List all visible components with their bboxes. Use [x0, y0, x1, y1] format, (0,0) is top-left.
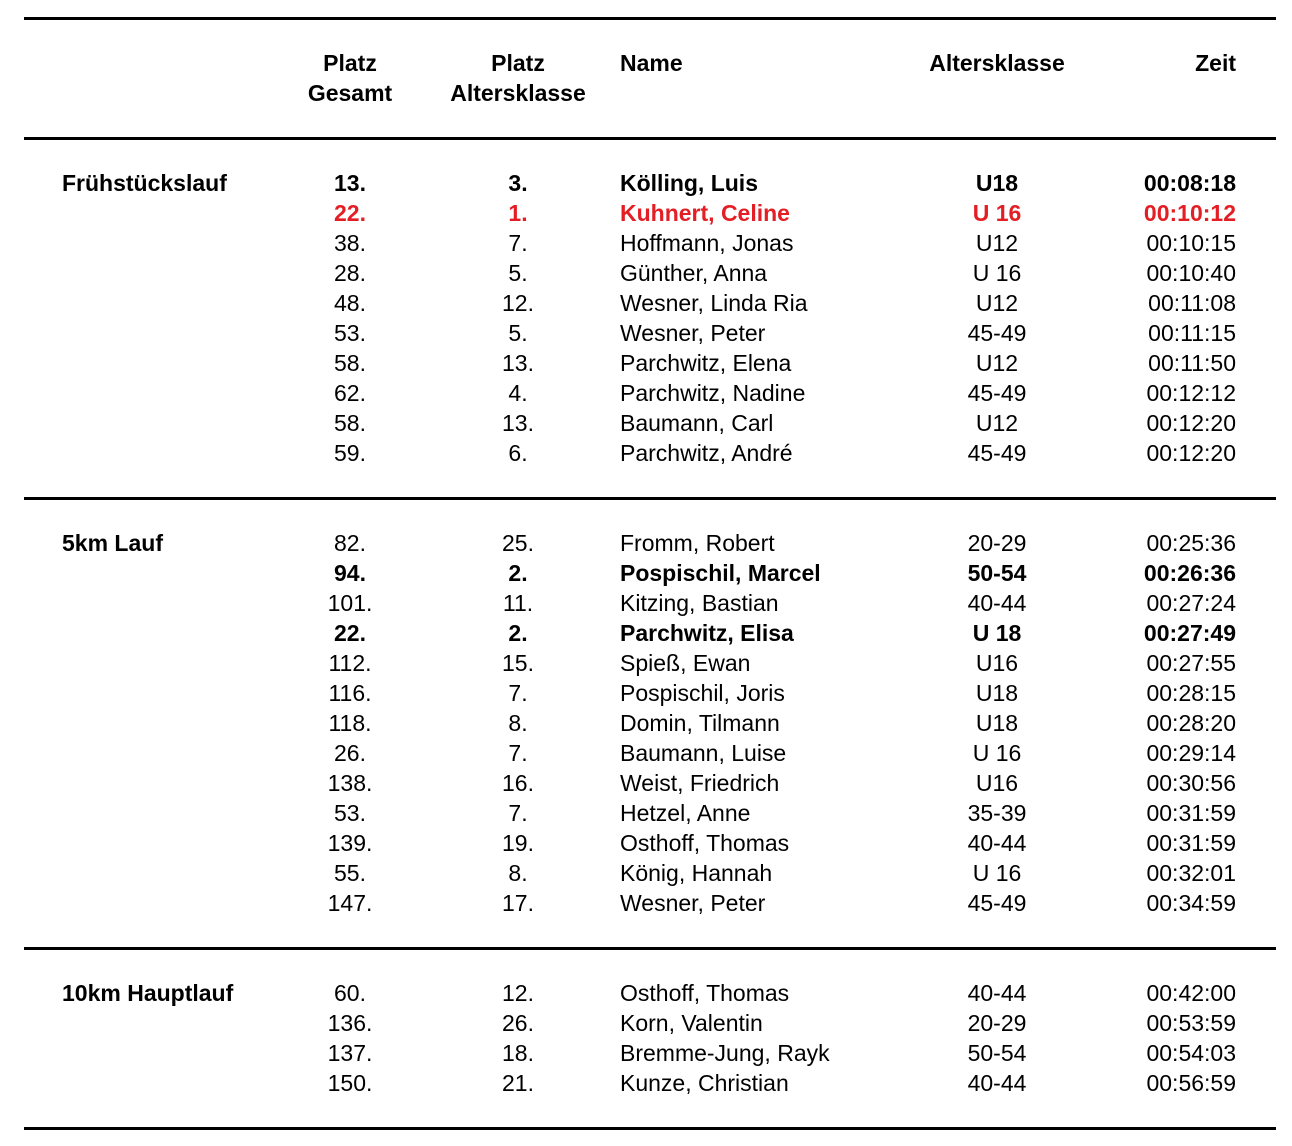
- cell-name: Fromm, Robert: [620, 530, 775, 556]
- cell-zeit: 00:11:15: [1148, 320, 1236, 346]
- result-row: [0, 1038, 1292, 1068]
- cell-platz-altersklasse: 25.: [502, 530, 534, 556]
- result-row: [0, 348, 1292, 378]
- cell-altersklasse: U16: [975, 770, 1019, 796]
- cell-altersklasse: 45-49: [967, 440, 1027, 466]
- cell-platz-altersklasse: 11.: [502, 590, 534, 616]
- cell-zeit: 00:11:08: [1148, 290, 1236, 316]
- cell-platz-gesamt: 58.: [334, 350, 366, 376]
- cell-platz-altersklasse: 7.: [508, 800, 528, 826]
- result-row: [0, 258, 1292, 288]
- result-row: [0, 708, 1292, 738]
- cell-altersklasse: U12: [975, 350, 1019, 376]
- cell-zeit: 00:31:59: [1146, 800, 1236, 826]
- cell-name: Kitzing, Bastian: [620, 590, 779, 616]
- cell-name: König, Hannah: [620, 860, 773, 886]
- result-row: [0, 888, 1292, 918]
- cell-platz-gesamt: 112.: [328, 650, 372, 676]
- cell-name: Wesner, Peter: [620, 890, 766, 916]
- cell-platz-gesamt: 60.: [334, 980, 366, 1006]
- top-rule: [24, 17, 1276, 20]
- cell-platz-gesamt: 137.: [327, 1040, 373, 1066]
- cell-name: Bremme-Jung, Rayk: [620, 1040, 830, 1066]
- cell-altersklasse: 20-29: [967, 530, 1027, 556]
- result-row: [0, 408, 1292, 438]
- cell-zeit: 00:11:50: [1148, 350, 1236, 376]
- result-row: [0, 648, 1292, 678]
- cell-name: Osthoff, Thomas: [620, 980, 790, 1006]
- cell-name: Hoffmann, Jonas: [620, 230, 794, 256]
- result-row: [0, 588, 1292, 618]
- cell-platz-altersklasse: 12.: [502, 290, 534, 316]
- cell-name: Baumann, Luise: [620, 740, 787, 766]
- cell-platz-gesamt: 94.: [334, 560, 366, 586]
- section-title: Frühstückslauf: [62, 170, 227, 196]
- cell-name: Kunze, Christian: [620, 1070, 789, 1096]
- cell-platz-altersklasse: 7.: [508, 740, 528, 766]
- cell-name: Osthoff, Thomas: [620, 830, 790, 856]
- header-platz-gesamt-line2: Gesamt: [307, 80, 393, 106]
- cell-platz-altersklasse: 26.: [502, 1010, 534, 1036]
- cell-altersklasse: 40-44: [967, 1070, 1027, 1096]
- cell-platz-altersklasse: 2.: [508, 560, 528, 586]
- cell-altersklasse: U18: [975, 710, 1019, 736]
- cell-zeit: 00:28:15: [1146, 680, 1236, 706]
- cell-altersklasse: 20-29: [967, 1010, 1027, 1036]
- cell-altersklasse: U18: [975, 680, 1019, 706]
- header-platz-altersklasse-line1: Platz: [491, 50, 545, 76]
- cell-altersklasse: 45-49: [967, 890, 1027, 916]
- cell-platz-gesamt: 55.: [334, 860, 366, 886]
- cell-name: Weist, Friedrich: [620, 770, 780, 796]
- cell-altersklasse: 50-54: [967, 1040, 1027, 1066]
- cell-platz-gesamt: 28.: [334, 260, 366, 286]
- cell-platz-altersklasse: 19.: [502, 830, 534, 856]
- cell-platz-gesamt: 26.: [334, 740, 366, 766]
- cell-platz-gesamt: 101.: [327, 590, 373, 616]
- cell-platz-altersklasse: 1.: [508, 200, 528, 226]
- header-platz-gesamt: [300, 48, 400, 108]
- cell-name: Pospischil, Joris: [620, 680, 785, 706]
- result-row: [0, 288, 1292, 318]
- result-row: [0, 618, 1292, 648]
- cell-platz-altersklasse: 8.: [508, 860, 528, 886]
- cell-platz-altersklasse: 3.: [508, 170, 528, 196]
- cell-zeit: 00:28:20: [1146, 710, 1236, 736]
- cell-zeit: 00:56:59: [1146, 1070, 1236, 1096]
- cell-altersklasse: U 18: [972, 620, 1022, 646]
- cell-name: Parchwitz, André: [620, 440, 793, 466]
- cell-zeit: 00:12:20: [1146, 440, 1236, 466]
- cell-altersklasse: 40-44: [967, 980, 1027, 1006]
- cell-platz-altersklasse: 2.: [508, 620, 528, 646]
- cell-platz-altersklasse: 13.: [502, 410, 534, 436]
- cell-altersklasse: U12: [975, 230, 1019, 256]
- cell-altersklasse: U 16: [972, 860, 1022, 886]
- header-platz-altersklasse-line2: Altersklasse: [450, 80, 586, 106]
- section-rule-2: [24, 947, 1276, 950]
- header-platz-gesamt-line1: Platz: [323, 50, 377, 76]
- cell-zeit: 00:08:18: [1143, 170, 1236, 196]
- bottom-rule: [24, 1127, 1276, 1130]
- header-altersklasse: Altersklasse: [929, 50, 1065, 76]
- cell-platz-altersklasse: 4.: [508, 380, 528, 406]
- cell-platz-altersklasse: 17.: [502, 890, 534, 916]
- cell-name: Wesner, Peter: [620, 320, 766, 346]
- result-row: [0, 858, 1292, 888]
- cell-platz-gesamt: 82.: [334, 530, 366, 556]
- cell-zeit: 00:27:24: [1146, 590, 1236, 616]
- cell-platz-altersklasse: 21.: [502, 1070, 534, 1096]
- section-rule-1: [24, 497, 1276, 500]
- cell-altersklasse: U12: [975, 290, 1019, 316]
- cell-name: Parchwitz, Nadine: [620, 380, 806, 406]
- header-name: Name: [620, 50, 683, 76]
- section-title: 5km Lauf: [62, 530, 163, 556]
- cell-zeit: 00:27:49: [1143, 620, 1236, 646]
- header-rule: [24, 137, 1276, 140]
- result-row: [0, 528, 1292, 558]
- cell-altersklasse: U16: [975, 650, 1019, 676]
- cell-altersklasse: 40-44: [967, 590, 1027, 616]
- result-row: [0, 1008, 1292, 1038]
- cell-altersklasse: U 16: [972, 740, 1022, 766]
- cell-platz-altersklasse: 12.: [502, 980, 534, 1006]
- cell-platz-altersklasse: 16.: [502, 770, 534, 796]
- result-row: [0, 768, 1292, 798]
- result-row: [0, 558, 1292, 588]
- cell-zeit: 00:25:36: [1146, 530, 1236, 556]
- cell-altersklasse: U18: [975, 170, 1019, 196]
- cell-zeit: 00:10:40: [1146, 260, 1236, 286]
- cell-zeit: 00:31:59: [1146, 830, 1236, 856]
- cell-zeit: 00:12:20: [1146, 410, 1236, 436]
- cell-altersklasse: 35-39: [967, 800, 1027, 826]
- result-row: [0, 678, 1292, 708]
- header-zeit: Zeit: [1195, 50, 1236, 76]
- cell-platz-altersklasse: 7.: [508, 230, 528, 256]
- cell-platz-altersklasse: 5.: [508, 320, 528, 346]
- cell-name: Domin, Tilmann: [620, 710, 780, 736]
- cell-platz-gesamt: 13.: [334, 170, 366, 196]
- cell-zeit: 00:53:59: [1146, 1010, 1236, 1036]
- cell-platz-gesamt: 139.: [327, 830, 373, 856]
- cell-zeit: 00:26:36: [1143, 560, 1236, 586]
- result-row: [0, 168, 1292, 198]
- cell-altersklasse: 45-49: [967, 380, 1027, 406]
- header-platz-altersklasse: [438, 48, 598, 108]
- cell-zeit: 00:42:00: [1146, 980, 1236, 1006]
- cell-platz-gesamt: 22.: [334, 620, 366, 646]
- cell-platz-altersklasse: 8.: [508, 710, 528, 736]
- cell-platz-altersklasse: 15.: [502, 650, 534, 676]
- cell-platz-gesamt: 116.: [328, 680, 372, 706]
- cell-platz-gesamt: 53.: [334, 320, 366, 346]
- cell-platz-gesamt: 138.: [327, 770, 373, 796]
- cell-platz-altersklasse: 7.: [508, 680, 528, 706]
- cell-platz-altersklasse: 13.: [502, 350, 534, 376]
- result-row: [0, 438, 1292, 468]
- cell-name: Kuhnert, Celine: [620, 200, 790, 226]
- cell-zeit: 00:29:14: [1146, 740, 1236, 766]
- cell-zeit: 00:34:59: [1146, 890, 1236, 916]
- cell-zeit: 00:10:15: [1146, 230, 1236, 256]
- result-row: [0, 1068, 1292, 1098]
- cell-platz-altersklasse: 6.: [508, 440, 528, 466]
- section-title: 10km Hauptlauf: [62, 980, 234, 1006]
- cell-name: Parchwitz, Elena: [620, 350, 792, 376]
- cell-platz-gesamt: 22.: [334, 200, 366, 226]
- result-row: [0, 978, 1292, 1008]
- cell-zeit: 00:54:03: [1146, 1040, 1236, 1066]
- result-row: [0, 738, 1292, 768]
- cell-altersklasse: 45-49: [967, 320, 1027, 346]
- cell-zeit: 00:12:12: [1146, 380, 1236, 406]
- result-row: [0, 228, 1292, 258]
- cell-platz-gesamt: 136.: [327, 1010, 373, 1036]
- cell-name: Pospischil, Marcel: [620, 560, 821, 586]
- cell-platz-gesamt: 58.: [334, 410, 366, 436]
- cell-name: Wesner, Linda Ria: [620, 290, 808, 316]
- cell-platz-altersklasse: 5.: [508, 260, 528, 286]
- cell-platz-altersklasse: 18.: [502, 1040, 534, 1066]
- cell-platz-gesamt: 38.: [334, 230, 366, 256]
- result-row: [0, 798, 1292, 828]
- cell-platz-gesamt: 147.: [327, 890, 373, 916]
- cell-zeit: 00:10:12: [1143, 200, 1236, 226]
- cell-zeit: 00:32:01: [1146, 860, 1236, 886]
- result-row: [0, 828, 1292, 858]
- cell-zeit: 00:30:56: [1146, 770, 1236, 796]
- cell-platz-gesamt: 118.: [328, 710, 372, 736]
- cell-name: Korn, Valentin: [620, 1010, 763, 1036]
- cell-name: Günther, Anna: [620, 260, 768, 286]
- cell-name: Hetzel, Anne: [620, 800, 751, 826]
- result-row: [0, 378, 1292, 408]
- cell-platz-gesamt: 150.: [327, 1070, 373, 1096]
- result-row: [0, 318, 1292, 348]
- cell-zeit: 00:27:55: [1146, 650, 1236, 676]
- cell-name: Parchwitz, Elisa: [620, 620, 794, 646]
- result-row: [0, 198, 1292, 228]
- cell-altersklasse: U12: [975, 410, 1019, 436]
- cell-altersklasse: 50-54: [967, 560, 1027, 586]
- cell-altersklasse: 40-44: [967, 830, 1027, 856]
- cell-platz-gesamt: 59.: [334, 440, 366, 466]
- cell-name: Spieß, Ewan: [620, 650, 751, 676]
- cell-name: Baumann, Carl: [620, 410, 774, 436]
- cell-name: Kölling, Luis: [620, 170, 758, 196]
- cell-platz-gesamt: 62.: [334, 380, 366, 406]
- cell-platz-gesamt: 53.: [334, 800, 366, 826]
- cell-altersklasse: U 16: [972, 200, 1022, 226]
- cell-altersklasse: U 16: [972, 260, 1022, 286]
- cell-platz-gesamt: 48.: [334, 290, 366, 316]
